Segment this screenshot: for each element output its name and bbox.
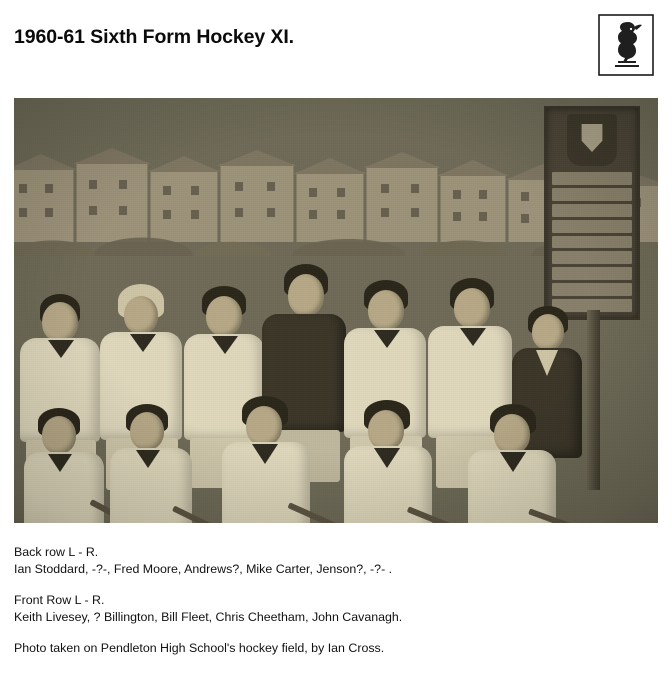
player-front-5 <box>468 404 560 523</box>
photo-canvas <box>14 98 658 523</box>
caption-front-row <box>14 592 634 626</box>
player-front-1 <box>24 408 110 523</box>
page-title: 1960-61 Sixth Form Hockey XI. <box>14 26 294 48</box>
caption-back-row <box>14 544 634 578</box>
front-row-names: Keith Livesey, ? Billington, Bill Fleet, Chris Cheetham, John Cavanagh. <box>14 610 403 624</box>
scoreboard-post <box>587 310 600 490</box>
back-row-heading: Back row L - R. <box>14 545 99 559</box>
player-front-2 <box>110 404 196 523</box>
scoreboard-rows <box>552 172 632 312</box>
scoreboard <box>544 106 640 320</box>
front-row-heading: Front Row L - R. <box>14 593 105 607</box>
scoreboard-crest-icon <box>567 114 617 166</box>
back-row-names: Ian Stoddard, -?-, Fred Moore, Andrews?, Mike Carter, Jenson?, -?- . <box>14 562 393 576</box>
player-front-4 <box>344 400 436 523</box>
photo-caption <box>14 544 634 657</box>
page-header <box>0 0 672 78</box>
caption-credit <box>14 640 634 657</box>
credit-text: Photo taken on Pendleton High School's hockey field, by Ian Cross. <box>14 641 385 655</box>
player-front-3 <box>222 396 314 523</box>
team-photograph <box>14 98 658 523</box>
heraldic-lion-crest-icon <box>598 14 654 76</box>
